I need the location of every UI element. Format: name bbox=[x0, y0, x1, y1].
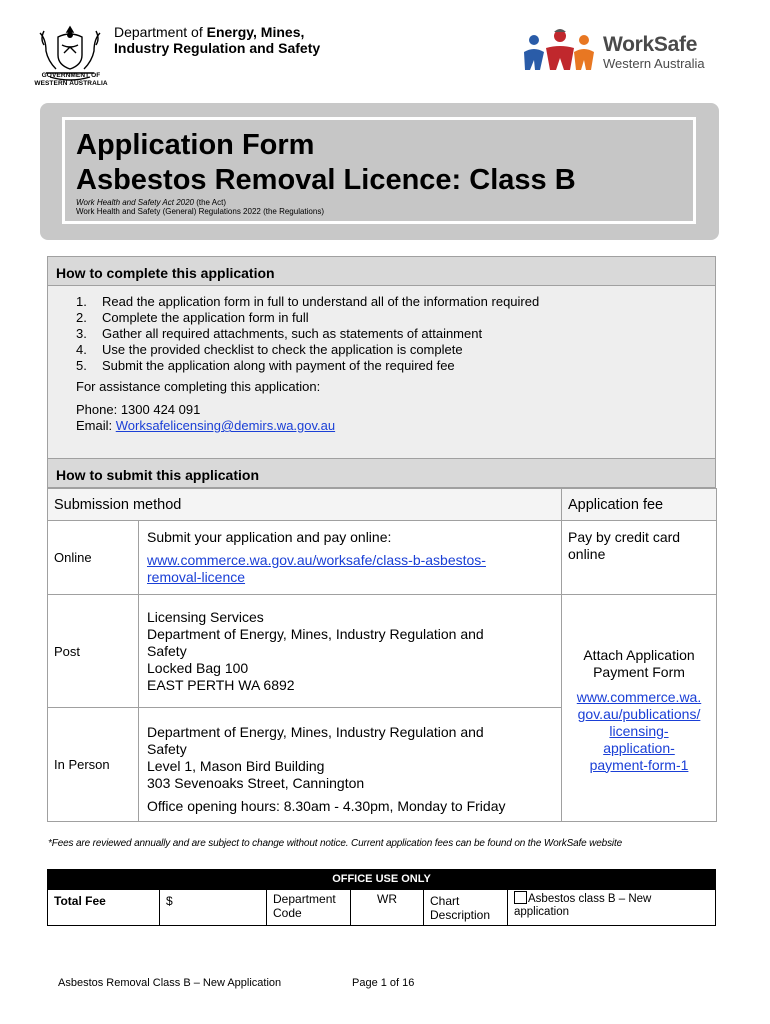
total-fee-label: Total Fee bbox=[48, 890, 160, 925]
submit-section-heading: How to submit this application bbox=[47, 458, 716, 488]
office-use-heading: OFFICE USE ONLY bbox=[47, 869, 716, 889]
complete-section-heading: How to complete this application bbox=[47, 256, 716, 286]
act-suffix: (the Act) bbox=[194, 198, 227, 207]
department-name bbox=[114, 24, 320, 56]
worksafe-region: Western Australia bbox=[603, 56, 705, 71]
attach-payment-form-cell bbox=[562, 595, 717, 822]
complete-section-body bbox=[47, 286, 716, 458]
dept-bold: Energy, Mines, bbox=[206, 24, 305, 40]
government-label bbox=[30, 72, 112, 88]
column-header-method: Submission method bbox=[48, 489, 562, 521]
dept-prefix: Department of bbox=[114, 24, 207, 40]
regulations-name: Work Health and Safety (General) Regulations 2022 (the Regulations) bbox=[76, 207, 324, 216]
department-code-field[interactable]: Department Code bbox=[267, 890, 351, 925]
attach-text-2: Payment Form bbox=[593, 663, 685, 680]
list-item: 1. Read the application form in full to understand all of the information required bbox=[76, 294, 540, 309]
asbestos-class-b-option[interactable]: Asbestos class B – New application bbox=[514, 893, 652, 918]
assistance-text: For assistance completing this application: bbox=[76, 379, 321, 394]
footer-page-number: Page 1 of 16 bbox=[352, 977, 415, 989]
dept-line-2: Industry Regulation and Safety bbox=[114, 40, 321, 56]
contact-details bbox=[76, 402, 335, 434]
gov-line-2: WESTERN AUSTRALIA bbox=[34, 80, 108, 87]
wr-field[interactable]: WR bbox=[351, 890, 424, 925]
online-link[interactable]: www.commerce.wa.gov.au/worksafe/class-b-asbestos- removal-licence bbox=[147, 552, 486, 585]
attach-text-1: Attach Application bbox=[583, 646, 695, 663]
payment-form-link[interactable]: www.commerce.wa. gov.au/publications/ licensing- application- payment-form-1 bbox=[576, 688, 702, 773]
asbestos-checkbox[interactable] bbox=[514, 891, 527, 904]
table-row bbox=[48, 595, 717, 708]
instruction-list bbox=[76, 294, 539, 374]
list-item: 2. Complete the application form in full bbox=[76, 310, 309, 325]
in-person-address: Department of Energy, Mines, Industry Regulation and Safety Level 1, Mason Bird Building 303 Sevenoaks Street, Cannington Office opening hours: 8.30am - 4.30pm, Monday to Friday bbox=[139, 708, 562, 822]
gov-line-1: GOVERNMENT OF bbox=[41, 72, 101, 79]
footer-document-name: Asbestos Removal Class B – New Application bbox=[58, 977, 282, 989]
submission-table bbox=[47, 488, 717, 822]
office-use-row bbox=[47, 889, 716, 926]
table-header-row bbox=[48, 489, 717, 521]
list-item: 3. Gather all required attachments, such as statements of attainment bbox=[76, 326, 483, 341]
form-title: Application Form bbox=[76, 129, 315, 161]
act-name: Work Health and Safety Act 2020 bbox=[76, 198, 194, 207]
row-label-in-person: In Person bbox=[48, 708, 139, 822]
total-fee-field[interactable]: $ bbox=[160, 890, 267, 925]
chart-description-field[interactable]: Chart Description bbox=[424, 890, 508, 925]
row-label-online: Online bbox=[48, 521, 139, 595]
fees-footnote: *Fees are reviewed annually and are subject to change without notice. Current application fees can be found on the WorkSafe website bbox=[48, 838, 623, 849]
post-address: Licensing Services Department of Energy, Mines, Industry Regulation and Safety Locked Bag 100 EAST PERTH WA 6892 bbox=[139, 595, 562, 708]
email-link[interactable]: Worksafelicensing@demirs.wa.gov.au bbox=[115, 418, 336, 433]
phone-number: Phone: 1300 424 091 bbox=[76, 402, 201, 417]
column-header-fee: Application fee bbox=[562, 489, 717, 521]
online-details bbox=[139, 521, 562, 595]
form-subtitle: Asbestos Removal Licence: Class B bbox=[76, 164, 576, 196]
online-instructions: Submit your application and pay online: bbox=[147, 529, 392, 545]
table-row bbox=[48, 521, 717, 595]
email-label: Email: bbox=[76, 418, 116, 433]
online-fee: Pay by credit card online bbox=[562, 521, 717, 595]
legislation-reference bbox=[76, 198, 324, 216]
worksafe-name: WorkSafe bbox=[603, 33, 698, 56]
list-item: 4. Use the provided checklist to check the application is complete bbox=[76, 342, 463, 357]
row-label-post: Post bbox=[48, 595, 139, 708]
list-item: 5. Submit the application along with payment of the required fee bbox=[76, 358, 455, 373]
